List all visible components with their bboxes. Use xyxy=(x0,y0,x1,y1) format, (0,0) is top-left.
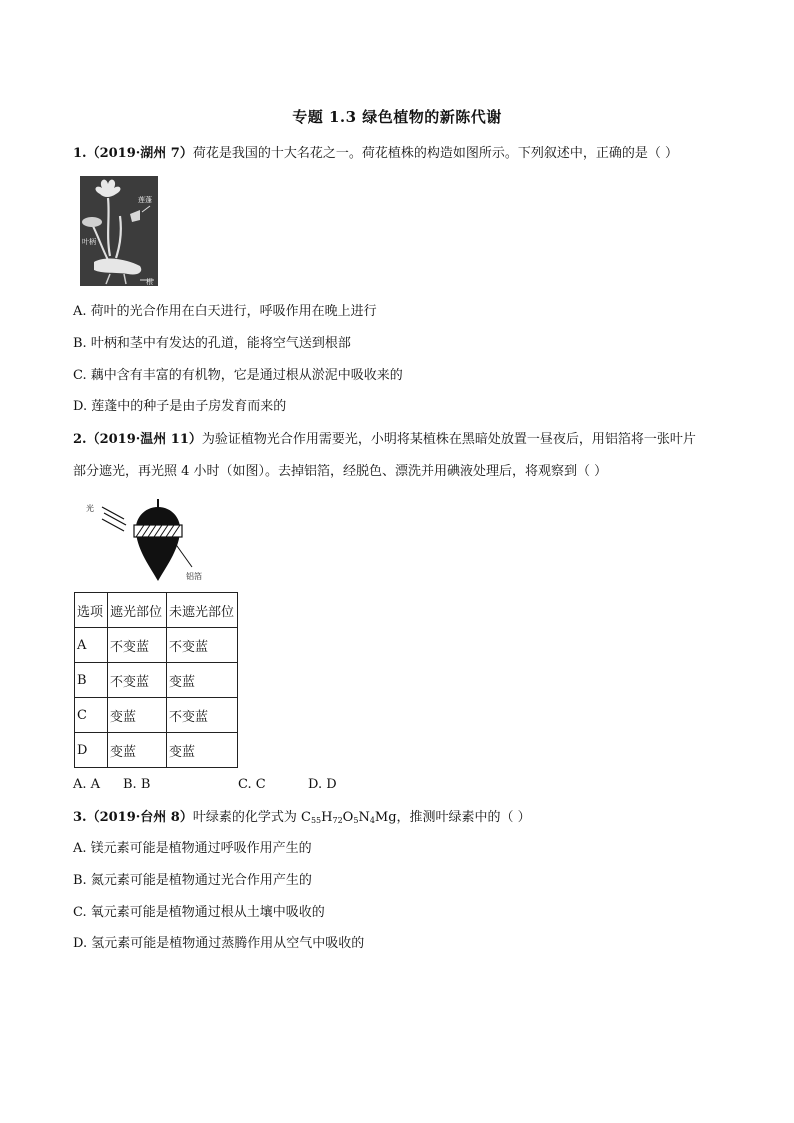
formula-element: O xyxy=(342,810,354,825)
question-2-answers xyxy=(73,777,413,795)
option-1b: B. 叶柄和茎中有发达的孔道，能将空气送到根部 xyxy=(73,336,351,351)
table-cell: D xyxy=(75,733,108,768)
table-cell: 变蓝 xyxy=(167,663,238,698)
answer-a: A. A xyxy=(73,777,101,792)
question-3-stem xyxy=(73,809,531,830)
table-cell: A xyxy=(75,628,108,663)
formula-subscript: 55 xyxy=(310,816,322,825)
option-1c: C. 藕中含有丰富的有机物，它是通过根从淤泥中吸收来的 xyxy=(73,368,403,383)
option-3d: D. 氢元素可能是植物通过蒸腾作用从空气中吸收的 xyxy=(73,936,365,951)
answer-d: D. D xyxy=(308,777,337,792)
question-number: 1. xyxy=(73,146,87,161)
table-cell: 变蓝 xyxy=(108,733,167,768)
formula-subscript: 5 xyxy=(353,816,359,825)
option-3b: B. 氮元素可能是植物通过光合作用产生的 xyxy=(73,873,312,888)
answer-c: C. C xyxy=(238,777,266,792)
table-header-cell: 选项 xyxy=(75,593,108,628)
lotus-plant-illustration xyxy=(80,176,158,286)
table-header-row xyxy=(75,593,238,628)
option-1d: D. 莲蓬中的种子是由子房发育而来的 xyxy=(73,399,287,414)
table-cell: C xyxy=(75,698,108,733)
answer-b: B. B xyxy=(123,777,151,792)
question-text: ，推测叶绿素中的（ ） xyxy=(396,810,531,825)
table-cell: 不变蓝 xyxy=(167,628,238,663)
question-source: （2019·台州 8） xyxy=(86,810,193,825)
table-header-cell: 遮光部位 xyxy=(108,593,167,628)
formula-subscript: 4 xyxy=(369,816,375,825)
table-cell: 不变蓝 xyxy=(167,698,238,733)
table-header-cell: 未遮光部位 xyxy=(167,593,238,628)
leaf-experiment-figure xyxy=(80,497,215,585)
figure-label-yebing: 叶柄 xyxy=(82,238,96,246)
question-2-stem-line1 xyxy=(73,431,696,449)
table-row xyxy=(75,733,238,768)
table-cell: B xyxy=(75,663,108,698)
lotus-plant-figure xyxy=(80,176,158,286)
table-row xyxy=(75,628,238,663)
option-3a: A. 镁元素可能是植物通过呼吸作用产生的 xyxy=(73,841,312,856)
table-cell: 不变蓝 xyxy=(108,663,167,698)
answer-options-table xyxy=(74,592,238,768)
formula-element: N xyxy=(358,810,370,825)
question-number: 3. xyxy=(73,810,87,825)
question-text: 叶绿素的化学式为 C xyxy=(192,810,311,825)
figure-label-light: 光 xyxy=(86,504,94,513)
page-title: 专题 1.3 绿色植物的新陈代谢 xyxy=(292,108,502,126)
question-text: 荷花是我国的十大名花之一。荷花植株的构造如图所示。下列叙述中，正确的是（ ） xyxy=(192,146,678,161)
table-row xyxy=(75,663,238,698)
figure-label-lianpeng: 莲蓬 xyxy=(138,196,152,204)
leaf-experiment-illustration xyxy=(80,497,215,585)
figure-label-gen: 根 xyxy=(146,278,153,286)
table-cell: 不变蓝 xyxy=(108,628,167,663)
question-source: （2019·湖州 7） xyxy=(86,146,193,161)
option-3c: C. 氧元素可能是植物通过根从土壤中吸收的 xyxy=(73,905,325,920)
question-source: （2019·温州 11） xyxy=(86,432,202,447)
question-number: 2. xyxy=(73,432,87,447)
question-text: 为验证植物光合作用需要光，小明将某植株在黑暗处放置一昼夜后，用铝箔将一张叶片 xyxy=(201,432,696,447)
table-row xyxy=(75,698,238,733)
formula-element: Mg xyxy=(374,810,397,825)
formula-subscript: 72 xyxy=(332,816,343,825)
table-cell: 变蓝 xyxy=(108,698,167,733)
question-1-stem xyxy=(73,145,678,163)
figure-label-foil: 铝箔 xyxy=(186,572,202,581)
option-1a: A. 荷叶的光合作用在白天进行，呼吸作用在晚上进行 xyxy=(73,304,377,319)
question-2-stem-line2: 部分遮光，再光照 4 小时（如图）。去掉铝箔，经脱色、漂洗并用碘液处理后，将观察到（ ） xyxy=(73,464,608,479)
formula-element: H xyxy=(321,810,333,825)
table-cell: 变蓝 xyxy=(167,733,238,768)
